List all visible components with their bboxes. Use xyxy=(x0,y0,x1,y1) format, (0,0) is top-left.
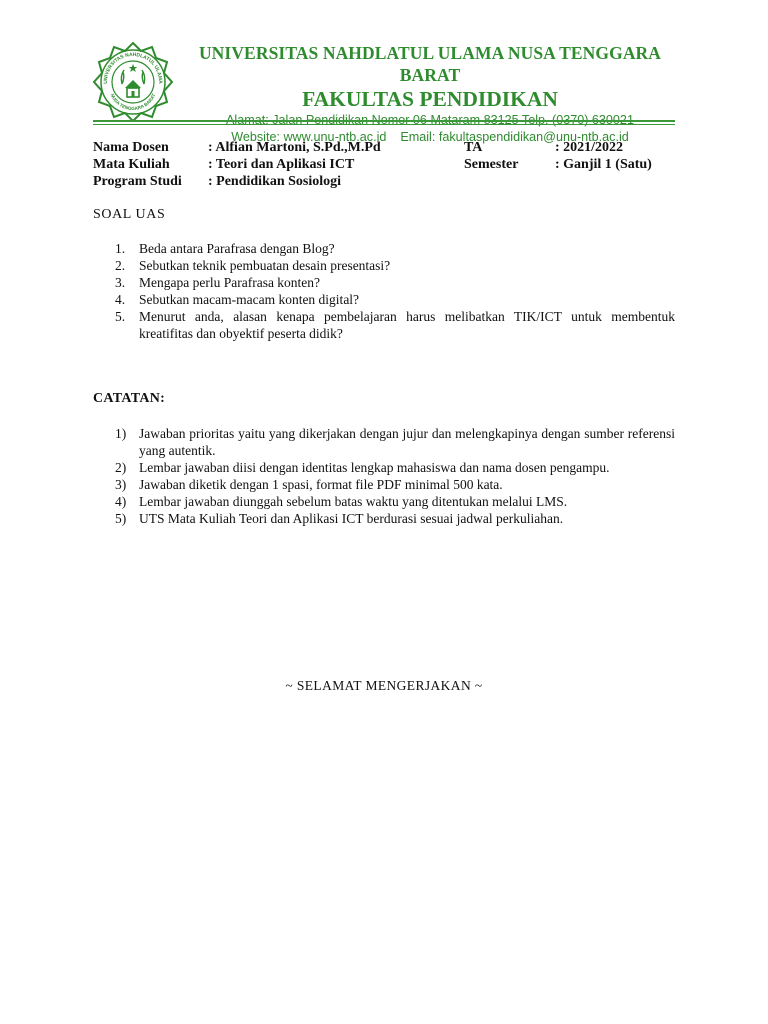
list-item xyxy=(93,274,675,291)
logo-text-bottom: NUSA TENGGARA BARAT xyxy=(109,92,157,112)
list-item xyxy=(93,240,675,257)
list-item xyxy=(93,459,675,476)
exam-title: SOAL UAS xyxy=(93,207,166,222)
item-text: Sebutkan teknik pembuatan desain presentasi? xyxy=(139,258,391,273)
logo-text-top: UNIVERSITAS NAHDLATUL ULAMA xyxy=(102,51,164,84)
item-text: Beda antara Parafrasa dengan Blog? xyxy=(139,241,335,256)
dosen-value: : Alfian Martoni, S.Pd.,M.Pd xyxy=(208,140,381,155)
item-text: Lembar jawaban diunggah sebelum batas waktu yang ditentukan melalui LMS. xyxy=(139,494,568,509)
item-text: Mengapa perlu Parafrasa konten? xyxy=(139,275,321,290)
letterhead-text xyxy=(185,36,675,146)
item-number: 2. xyxy=(115,258,126,273)
item-number: 2) xyxy=(115,460,127,475)
item-number: 4) xyxy=(115,494,127,509)
item-number: 3) xyxy=(115,477,127,492)
header-divider-thick xyxy=(93,120,675,122)
matakuliah-label: Mata Kuliah xyxy=(93,157,170,172)
semester-value: : Ganjil 1 (Satu) xyxy=(555,157,652,172)
item-number: 3. xyxy=(115,275,126,290)
item-text: Jawaban diketik dengan 1 spasi, format file PDF minimal 500 kata. xyxy=(139,477,503,492)
prodi-value: : Pendidikan Sosiologi xyxy=(208,174,342,189)
item-text: Jawaban prioritas yaitu yang dikerjakan dengan jujur dan melengkapinya dengan sumber referensi yang autentik. xyxy=(139,426,675,458)
question-list xyxy=(93,240,675,342)
semester-label: Semester xyxy=(464,157,519,172)
ta-label: TA xyxy=(464,140,483,155)
item-text: Sebutkan macam-macam konten digital? xyxy=(139,292,360,307)
list-item xyxy=(93,291,675,308)
prodi-label: Program Studi xyxy=(93,174,182,189)
item-number: 1) xyxy=(115,426,127,441)
item-text: Menurut anda, alasan kenapa pembelajaran harus melibatkan TIK/ICT untuk membentuk kreatifitas dan obyektif peserta didik? xyxy=(139,309,675,341)
list-item xyxy=(93,425,675,459)
list-item xyxy=(93,493,675,510)
item-number: 4. xyxy=(115,292,126,307)
university-name: UNIVERSITAS NAHDLATUL ULAMA NUSA TENGGARA BARAT xyxy=(198,43,662,85)
list-item xyxy=(93,510,675,527)
header-divider-thin xyxy=(93,124,675,125)
letterhead xyxy=(93,36,675,144)
list-item xyxy=(93,476,675,493)
list-item xyxy=(93,257,675,274)
faculty-name: FAKULTAS PENDIDIKAN xyxy=(302,87,558,111)
ta-value: : 2021/2022 xyxy=(555,140,624,155)
item-number: 1. xyxy=(115,241,126,256)
item-number: 5. xyxy=(115,309,126,324)
closing-message: ~ SELAMAT MENGERJAKAN ~ xyxy=(285,678,483,693)
website-email-line: Website: www.unu-ntb.ac.id Email: fakultaspendidikan@unu-ntb.ac.id xyxy=(231,130,629,144)
list-item xyxy=(93,308,675,342)
item-number: 5) xyxy=(115,511,127,526)
notes-list xyxy=(93,425,675,527)
item-text: UTS Mata Kuliah Teori dan Aplikasi ICT berdurasi sesuai jadwal perkuliahan. xyxy=(139,511,564,526)
info-row-matakuliah xyxy=(93,156,675,173)
course-info xyxy=(93,139,675,190)
info-row-prodi xyxy=(93,173,675,190)
dosen-label: Nama Dosen xyxy=(93,140,169,155)
item-text: Lembar jawaban diisi dengan identitas lengkap mahasiswa dan nama dosen pengampu. xyxy=(139,460,610,475)
notes-title: CATATAN: xyxy=(93,391,166,406)
matakuliah-value: : Teori dan Aplikasi ICT xyxy=(208,157,355,172)
university-logo-icon xyxy=(93,42,173,122)
info-row-dosen xyxy=(93,139,675,156)
